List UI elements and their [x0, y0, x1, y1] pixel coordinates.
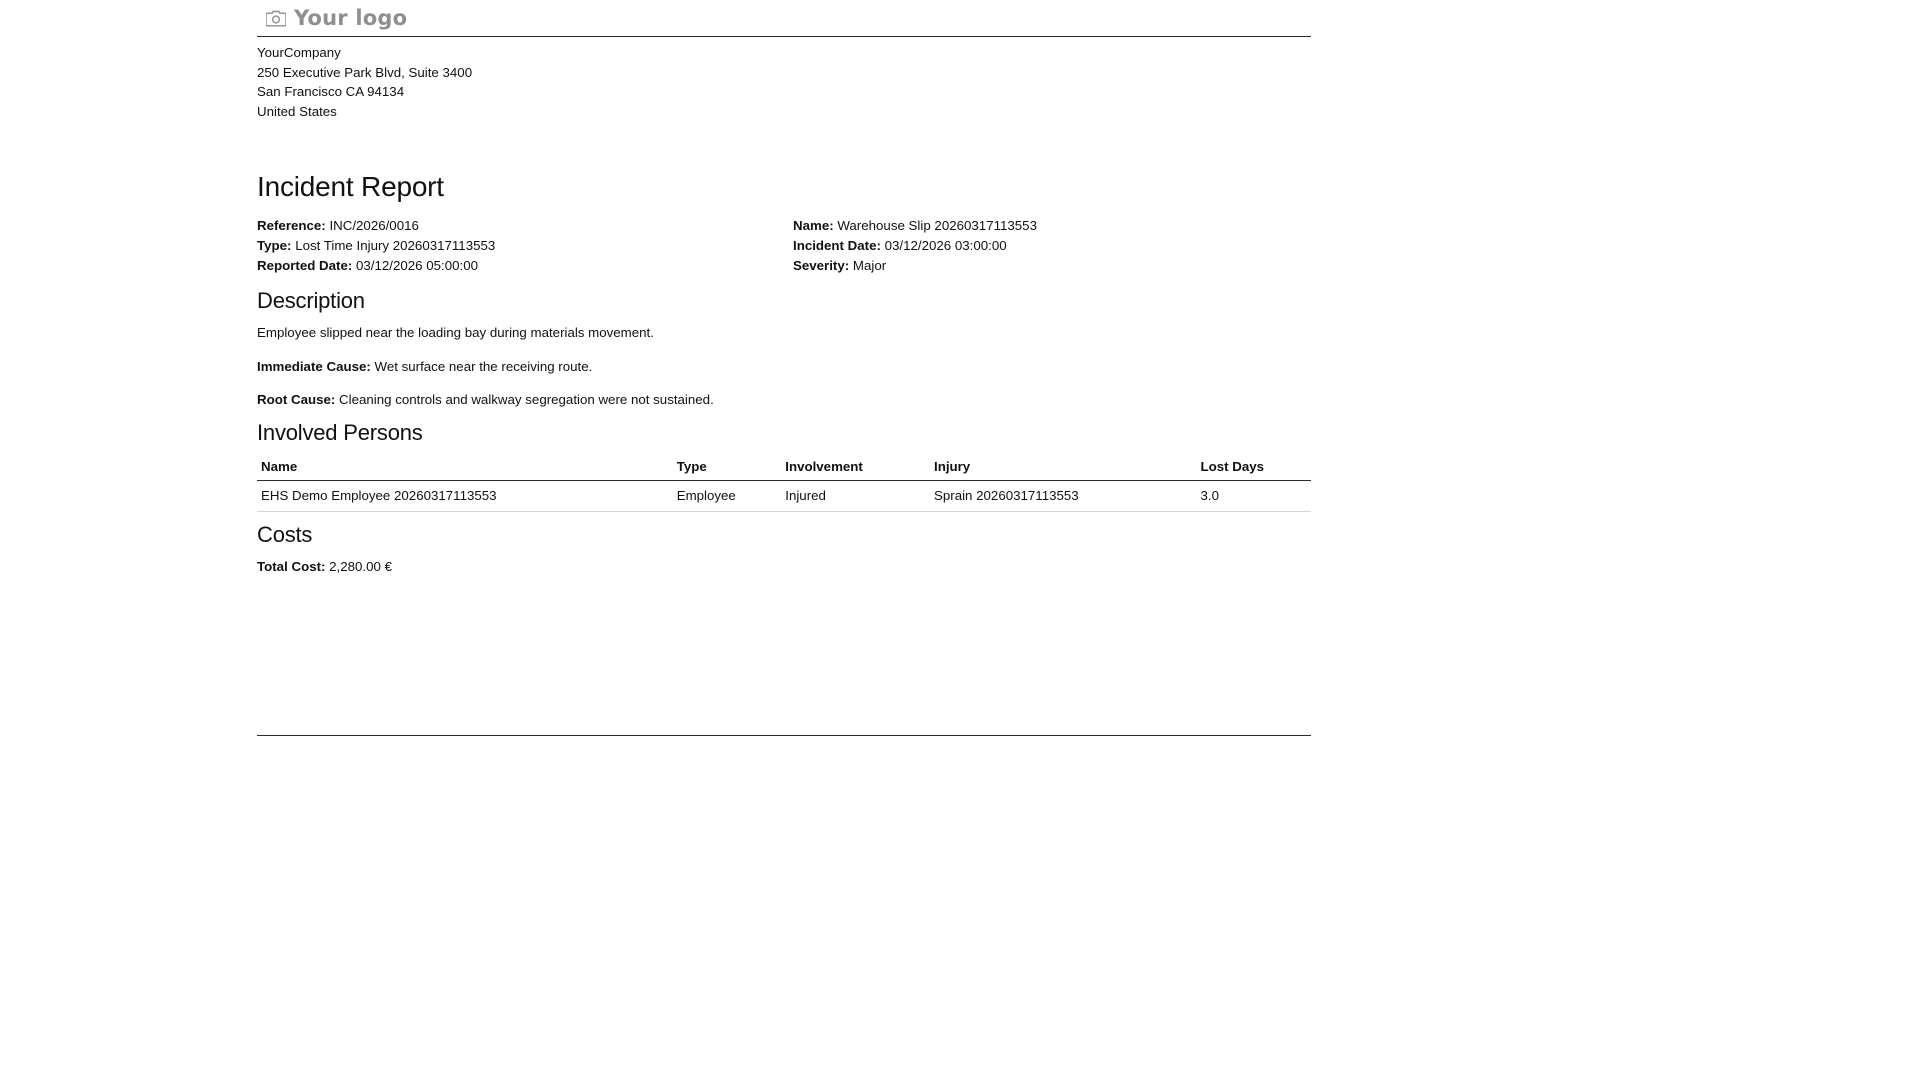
meta-reference — [257, 216, 495, 236]
involved-persons-table — [257, 456, 1311, 512]
cell-involvement: Injured — [781, 481, 930, 512]
costs-body — [257, 557, 392, 576]
company-city: San Francisco CA 94134 — [257, 84, 405, 100]
cell-lost-days: 3.0 — [1197, 481, 1311, 512]
column-header-type: Type — [673, 456, 782, 481]
involved-persons-heading: Involved Persons — [257, 420, 423, 445]
company-name: YourCompany — [257, 45, 341, 60]
meta-name — [793, 216, 1037, 236]
costs-heading-block — [257, 522, 312, 548]
meta-name-label: Name: — [793, 218, 834, 233]
immediate-cause-line — [257, 357, 714, 376]
root-cause-label: Root Cause: — [257, 392, 336, 407]
involved-persons-heading-block — [257, 420, 423, 446]
column-header-injury: Injury — [930, 456, 1197, 481]
cell-name: EHS Demo Employee 20260317113553 — [257, 481, 673, 512]
meta-incident-date-value: 03/12/2026 03:00:00 — [884, 237, 1007, 253]
cell-injury: Sprain 20260317113553 — [930, 481, 1197, 512]
column-header-lost-days: Lost Days — [1197, 456, 1311, 481]
logo-text: Your logo — [294, 6, 408, 30]
meta-severity-label: Severity: — [793, 257, 850, 273]
footer-divider — [257, 735, 1311, 736]
column-header-involvement: Involvement — [781, 456, 930, 481]
meta-reported-date-value: 03/12/2026 05:00:00 — [356, 257, 479, 273]
company-country: United States — [257, 104, 337, 120]
meta-column-left — [257, 216, 495, 275]
company-street: 250 Executive Park Blvd, Suite 3400 — [257, 64, 473, 80]
logo — [266, 6, 407, 30]
report-sheet — [257, 0, 1311, 574]
description-heading: Description — [257, 288, 365, 313]
document-header — [257, 0, 1311, 36]
meta-incident-date — [793, 236, 1037, 256]
page-title: Incident Report — [257, 171, 444, 202]
meta-reported-date — [257, 256, 495, 276]
root-cause-line — [257, 390, 714, 409]
costs-heading: Costs — [257, 522, 313, 547]
immediate-cause-value: Wet surface near the receiving route. — [374, 358, 593, 374]
meta-column-right — [793, 216, 1037, 275]
total-cost-label: Total Cost: — [257, 559, 326, 574]
immediate-cause-label: Immediate Cause: — [257, 358, 371, 374]
meta-type — [257, 236, 495, 256]
camera-icon — [266, 10, 286, 27]
root-cause-value: Cleaning controls and walkway segregation were not sustained. — [339, 392, 714, 407]
company-address-block — [257, 43, 1311, 122]
meta-incident-date-label: Incident Date: — [793, 237, 881, 253]
meta-reported-date-label: Reported Date: — [257, 257, 353, 273]
description-heading-block — [257, 288, 365, 314]
table-row — [257, 481, 1311, 512]
column-header-name: Name — [257, 456, 673, 481]
meta-type-value: Lost Time Injury 20260317113553 — [295, 237, 496, 253]
meta-type-label: Type: — [257, 237, 292, 253]
description-body — [257, 323, 714, 424]
page-title-block — [257, 171, 444, 203]
total-cost-value: 2,280.00 € — [329, 559, 393, 574]
meta-reference-value: INC/2026/0016 — [329, 218, 419, 233]
meta-name-value: Warehouse Slip 20260317113553 — [837, 218, 1037, 233]
meta-severity-value: Major — [852, 257, 887, 273]
table-header-row — [257, 456, 1311, 481]
header-divider — [257, 36, 1311, 37]
meta-reference-label: Reference: — [257, 218, 326, 233]
meta-severity — [793, 256, 1037, 276]
description-summary: Employee slipped near the loading bay during materials movement. — [257, 325, 654, 340]
cell-type: Employee — [673, 481, 782, 512]
